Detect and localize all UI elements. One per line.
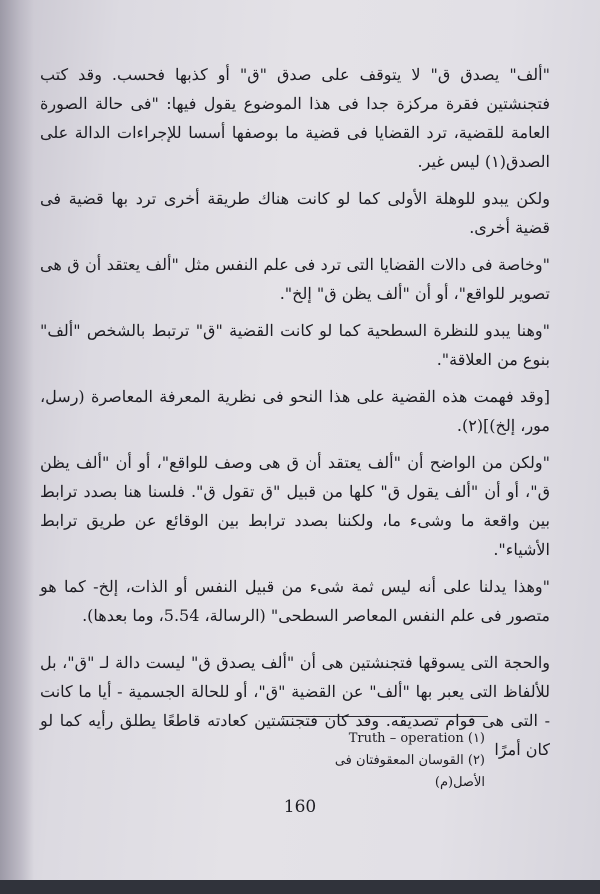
paragraph: والحجة التى يسوقها فتجنشتين هى أن "ألف يصدق ق" ليست دالة لـ "ق"، بل للألفاظ التى يعبر بها "ألف" عن القضية "ق"، أو للحالة الجسمية - أيا ما كانت - التى هى قوام تصديقه. وقد كان فتجنشتين كعادته قاطعًا يطلق رأيه كما لو كان أمرًا — [40, 653, 550, 759]
paragraph: "وهذا يدلنا على أنه ليس ثمة شىء من قبيل النفس أو الذات، إلخ- كما هو متصور فى علم النفس المعاصر السطحى" (الرسالة، 5.54، وما بعدها). — [40, 577, 550, 625]
paragraph: "ألف" يصدق ق" لا يتوقف على صدق "ق" أو كذبها فحسب. وقد كتب فتجنشتين فقرة مركزة جدا فى هذا الموضوع يقول فيها: "فى حالة الصورة العامة للقضية، ترد القضايا فى قضية ما بوصفها أسسا للإجراءات الدالة على الصدق(١) ليس غير. — [40, 65, 550, 171]
paragraph: ولكن يبدو للوهلة الأولى كما لو كانت هناك طريقة أخرى ترد بها قضية فى قضية أخرى. — [40, 189, 550, 237]
paragraph: "وخاصة فى دالات القضايا التى ترد فى علم النفس مثل "ألف يعتقد أن ق هى تصوير للواقع"، أو أن "ألف يظن ق" إلخ". — [40, 255, 550, 303]
page-spine-shadow — [0, 0, 34, 880]
page-number: 160 — [283, 797, 317, 817]
footnote: (٢) القوسان المعقوفتان فى الأصل(م) — [334, 753, 485, 790]
paragraph: [وقد فهمت هذه القضية على هذا النحو فى نظرية المعرفة المعاصرة (رسل، مور، إلخ)](٢). — [40, 387, 550, 435]
paragraph: "وهنا يبدو للنظرة السطحية كما لو كانت القضية "ق" ترتبط بالشخص "ألف" بنوع من العلاقة". — [40, 321, 550, 369]
body-text — [40, 60, 550, 772]
footnotes — [285, 728, 485, 794]
footnote: (١) Truth – operation — [348, 731, 485, 746]
page-edge-shadow — [0, 880, 600, 894]
footnote-separator — [282, 716, 488, 717]
paragraph: "ولكن من الواضح أن "ألف يعتقد أن ق هى وصف للواقع"، أو أن "ألف يظن ق"، أو أن "ألف يقول ق" كلها من قبيل "ق تقول ق". فلسنا هنا بصدد ترابط بين واقعة ما وشىء ما، ولكننا بصدد ترابط بين الوقائع عن طريق ترابط الأشياء". — [40, 453, 551, 559]
